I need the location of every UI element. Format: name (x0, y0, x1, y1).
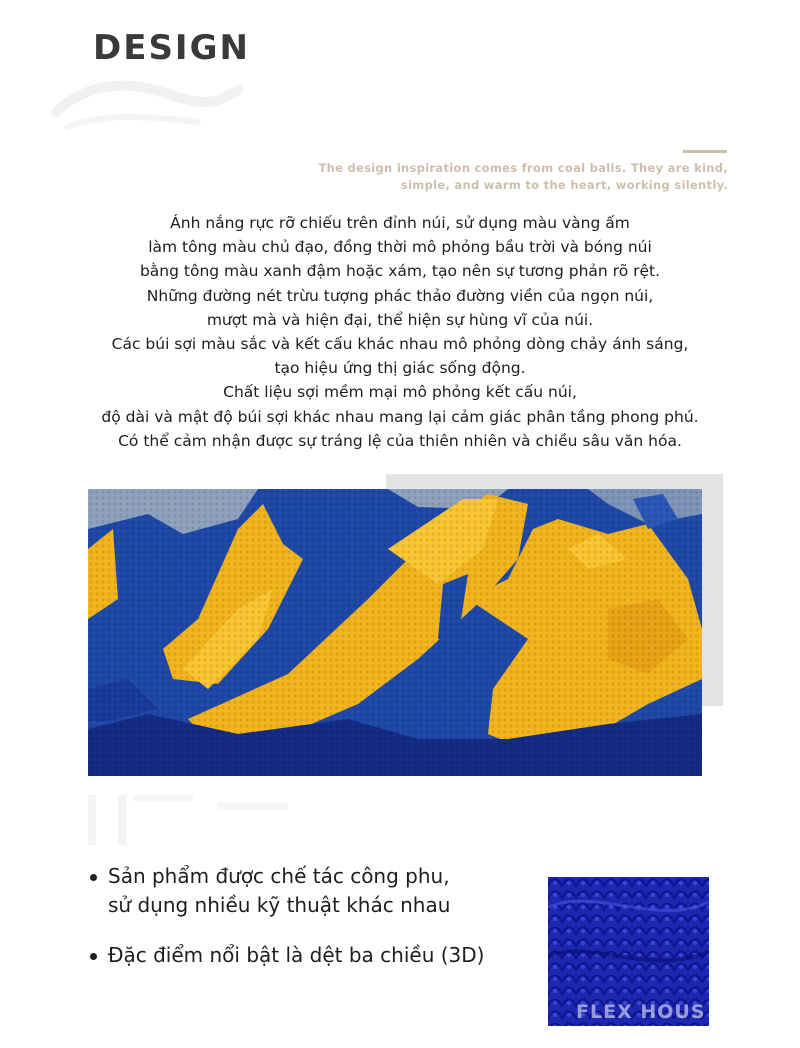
faded-watermark-letters (88, 790, 418, 850)
list-item (90, 941, 484, 970)
description-paragraph (40, 211, 760, 453)
tagline-line: The design inspiration comes from coal balls. They are kind, (318, 161, 728, 175)
fabric-closeup-photo (548, 877, 709, 1026)
description-line: Có thể cảm nhận được sự tráng lệ của thiên nhiên và chiều sâu văn hóa. (118, 431, 682, 450)
description-line: mượt mà và hiện đại, thể hiện sự hùng vĩ của núi. (206, 310, 594, 329)
description-line: Những đường nét trừu tượng phác thảo đường viền của ngọn núi, (146, 286, 654, 305)
feature-list (90, 862, 484, 991)
bullet-icon (90, 953, 97, 960)
tagline-line: simple, and warm to the heart, working silently. (400, 178, 728, 192)
feature-line: Sản phẩm được chế tác công phu, (108, 864, 450, 888)
description-line: tạo hiệu ứng thị giác sống động. (274, 359, 526, 378)
brand-watermark: FLEX HOUS (576, 1001, 706, 1023)
faded-brush-lettering (48, 72, 248, 142)
feature-line: Đặc điểm nổi bật là dệt ba chiều (3D) (108, 943, 485, 967)
feature-line: sử dụng nhiều kỹ thuật khác nhau (108, 893, 451, 917)
mountain-rug-photo (88, 489, 702, 776)
page-title: DESIGN (93, 28, 250, 68)
mountain-rug-illustration (88, 489, 702, 776)
bullet-icon (90, 874, 97, 881)
description-line: làm tông màu chủ đạo, đồng thời mô phỏng bầu trời và bóng núi (148, 238, 652, 257)
description-line: Chất liệu sợi mềm mại mô phỏng kết cấu núi, (223, 383, 577, 402)
design-tagline (308, 160, 728, 194)
description-line: Các búi sợi màu sắc và kết cấu khác nhau mô phỏng dòng chảy ánh sáng, (111, 335, 689, 354)
description-line: Ánh nắng rực rỡ chiếu trên đỉnh núi, sử dụng màu vàng ấm (170, 214, 630, 232)
list-item (90, 862, 484, 920)
description-line: độ dài và mật độ búi sợi khác nhau mang lại cảm giác phân tầng phong phú. (101, 407, 699, 426)
accent-divider (683, 150, 727, 153)
description-line: bằng tông màu xanh đậm hoặc xám, tạo nên sự tương phản rõ rệt. (139, 262, 661, 281)
